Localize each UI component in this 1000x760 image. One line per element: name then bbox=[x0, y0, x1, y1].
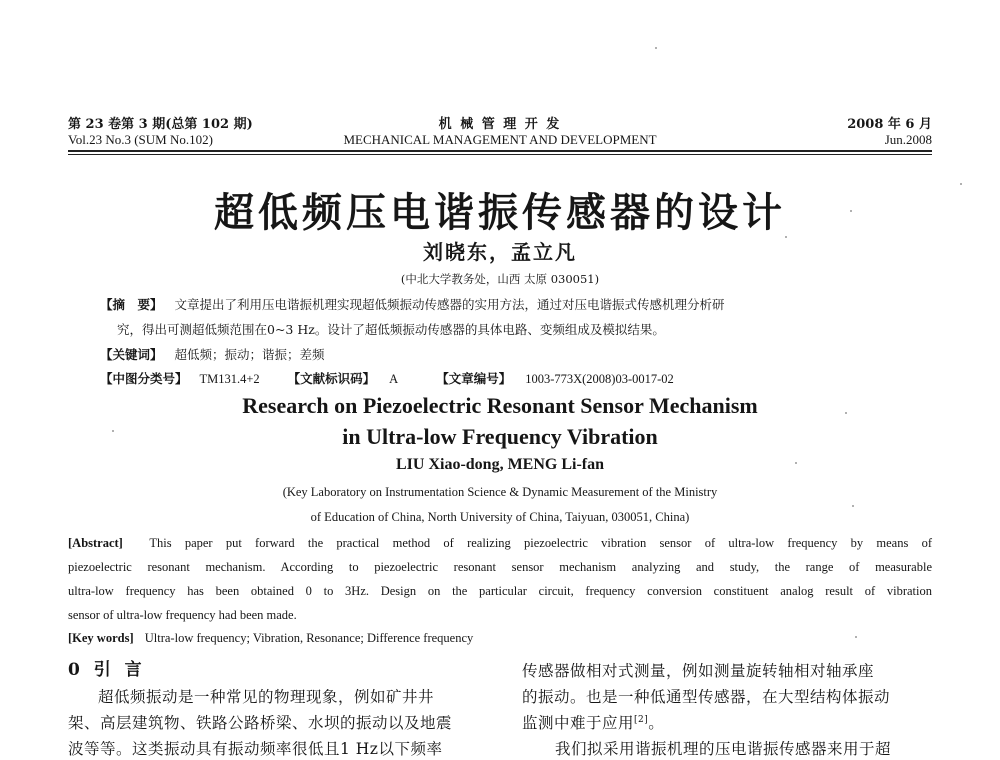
keywords-en-label: [Key words] bbox=[68, 631, 134, 645]
scan-speck bbox=[850, 210, 852, 212]
header-rule-thick bbox=[68, 150, 932, 152]
abstract-en bbox=[68, 531, 932, 627]
keywords-cn bbox=[100, 345, 325, 363]
scan-speck bbox=[960, 183, 962, 185]
keywords-en-text: Ultra-low frequency; Vibration, Resonance; Difference frequency bbox=[144, 631, 474, 645]
body-right-line1: 传感器做相对式测量，例如测量旋转轴相对轴承座 bbox=[522, 662, 875, 680]
title-cn: 超低频压电谐振传感器的设计 bbox=[214, 189, 786, 236]
abstract-cn-label: 【摘 要】 bbox=[100, 297, 163, 312]
body-right-line2: 的振动。也是一种低通型传感器，在大型结构体振动 bbox=[522, 688, 891, 706]
body-left-line3: 波等等。这类振动具有振动频率很低且1 Hz以下频率 bbox=[68, 740, 443, 758]
doc-code-label: 【文献标识码】 bbox=[287, 371, 376, 386]
body-right-line3 bbox=[522, 711, 664, 733]
keywords-cn-text: 超低频；振动；谐振；差频 bbox=[174, 347, 325, 362]
header-date-cn: 2008 年 6 月 bbox=[847, 117, 932, 132]
scan-speck bbox=[112, 430, 114, 432]
header-volume-en: Vol.23 No.3 (SUM No.102) bbox=[68, 132, 213, 147]
citation-ref: [2] bbox=[634, 714, 649, 725]
body-right-line3-text: 监测中难于应用 bbox=[522, 714, 635, 732]
authors-cn: 刘晓东，孟立凡 bbox=[423, 240, 577, 264]
article-no-value: 1003-773X(2008)03-0017-02 bbox=[525, 372, 674, 386]
abstract-en-text1: This paper put forward the practical method of realizing piezoelectric vibration sensor of ultra-low frequency by means of bbox=[149, 536, 932, 550]
keywords-en bbox=[68, 631, 473, 646]
header-journal-cn: 机 械 管 理 开 发 bbox=[438, 117, 562, 132]
header-journal-en: MECHANICAL MANAGEMENT AND DEVELOPMENT bbox=[343, 132, 657, 147]
abstract-cn-text1: 文章提出了利用压电谐振机理实现超低频振动传感器的实用方法，通过对压电谐振式传感机理分析研 bbox=[174, 297, 725, 312]
body-left-line1: 超低频振动是一种常见的物理现象，例如矿井井 bbox=[98, 688, 435, 706]
classification-line bbox=[100, 369, 674, 387]
affiliation-en-line2: of Education of China, North University of China, Taiyuan, 030051, China) bbox=[310, 510, 690, 524]
body-left-line2: 架、高层建筑物、铁路公路桥梁、水坝的振动以及地震 bbox=[68, 714, 453, 732]
authors-en: LIU Xiao-dong, MENG Li-fan bbox=[395, 456, 605, 473]
header-rule-thin bbox=[68, 154, 932, 155]
affiliation-cn: (中北大学教务处，山西 太原 030051) bbox=[400, 272, 600, 286]
scan-speck bbox=[852, 505, 854, 507]
abstract-en-line4: sensor of ultra-low frequency had been made. bbox=[68, 608, 297, 622]
abstract-cn-text2: 究，得出可测超低频范围在0~3 Hz。设计了超低频振动传感器的具体电路、变频组成及模拟结果。 bbox=[117, 322, 665, 337]
abstract-en-line2: piezoelectric resonant mechanism. According to piezoelectric resonant sensor mechanism analyzing and study, the range of measurable bbox=[68, 560, 932, 574]
scan-speck bbox=[795, 462, 797, 464]
scan-speck bbox=[655, 47, 657, 49]
abstract-en-label: [Abstract] bbox=[68, 536, 123, 550]
clc-label: 【中图分类号】 bbox=[100, 371, 188, 386]
scan-speck bbox=[855, 636, 857, 638]
scan-speck bbox=[845, 412, 847, 414]
title-en-line2: in Ultra-low Frequency Vibration bbox=[342, 424, 658, 449]
section-heading: 0 引 言 bbox=[68, 660, 146, 680]
title-en-line1: Research on Piezoelectric Resonant Sensor Mechanism bbox=[242, 393, 758, 418]
abstract-en-line1 bbox=[68, 531, 932, 555]
abstract-en-line3: ultra-low frequency has been obtained 0 to 3Hz. Design on the particular circuit, frequency conversion constituent analog result of vibration bbox=[68, 584, 932, 598]
article-no-label: 【文章编号】 bbox=[436, 371, 512, 386]
scan-speck bbox=[785, 236, 787, 238]
keywords-cn-label: 【关键词】 bbox=[100, 347, 163, 362]
body-right-line4: 我们拟采用谐振机理的压电谐振传感器来用于超 bbox=[555, 740, 892, 758]
header-date-en: Jun.2008 bbox=[884, 132, 932, 147]
header-volume-cn: 第 23 卷第 3 期(总第 102 期) bbox=[68, 117, 253, 132]
affiliation-en-line1: (Key Laboratory on Instrumentation Science & Dynamic Measurement of the Ministry bbox=[282, 485, 718, 499]
abstract-cn-line1 bbox=[100, 295, 725, 313]
doc-code-value: A bbox=[389, 372, 399, 386]
clc-value: TM131.4+2 bbox=[199, 372, 260, 386]
body-right-line3-end: 。 bbox=[648, 714, 665, 732]
